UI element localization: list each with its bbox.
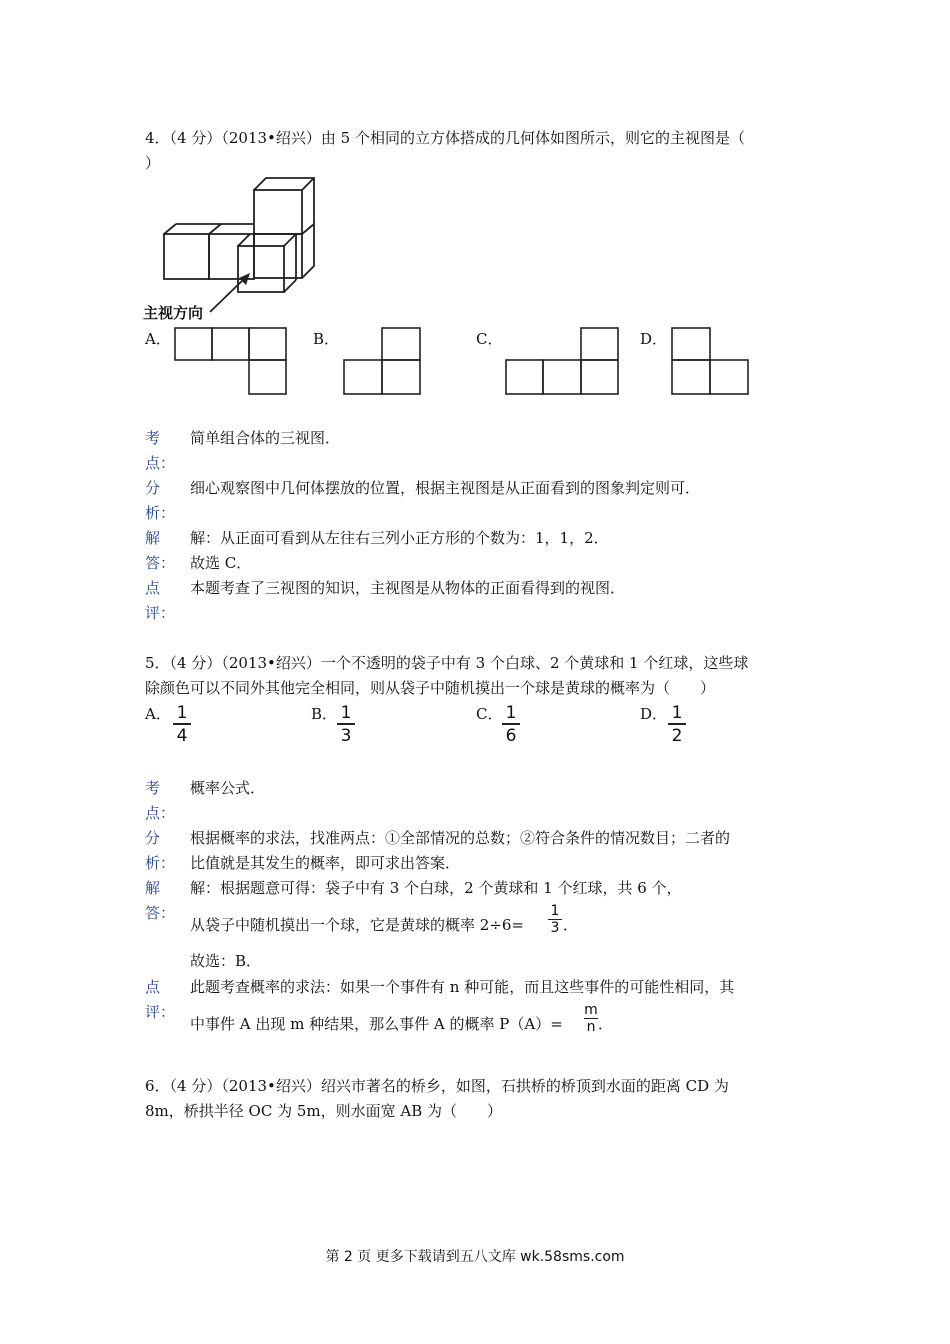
q4-jieda-line2: 故选 C．: [190, 554, 252, 572]
q4-kaodian-label-2: 点：: [145, 454, 176, 472]
fraction-numerator: 1: [671, 703, 683, 723]
q5-stem-line1: 5．（4 分）（2013•绍兴）一个不透明的袋子中有 3 个白球、2 个黄球和 1 个红球，这些球: [145, 654, 749, 672]
q5-kaodian-label-2: 点：: [145, 804, 176, 822]
q4-dianping-label-1: 点: [145, 579, 161, 597]
q5-dianping-line2: 中事件 A 出现 m 种结果，那么事件 A 的概率 P（A）=: [190, 1015, 563, 1033]
q5-jieda-fraction: [548, 904, 562, 935]
q5-jieda-line1: 解：根据题意可得：袋子中有 3 个白球，2 个黄球和 1 个红球，共 6 个，: [190, 879, 682, 897]
q5-option-a-fraction: [173, 704, 191, 745]
q4-jieda-label-1: 解: [145, 529, 161, 547]
q4-option-b-figure: [343, 327, 423, 397]
q5-option-c-fraction: [502, 704, 520, 745]
q5-jieda-line2: [190, 914, 524, 935]
q5-jieda-label-2: 答：: [145, 904, 176, 922]
fraction-numerator: 1: [505, 703, 517, 723]
fraction-denominator: 3: [550, 920, 560, 937]
q5-option-d-fraction: [668, 704, 686, 745]
q5-kaodian-label-1: 考: [145, 779, 161, 797]
q5-dianping-line2-end: ．: [598, 1015, 614, 1033]
q4-option-c-label: C．: [476, 330, 503, 348]
q5-dianping-line1: 此题考查概率的求法：如果一个事件有 n 种可能，而且这些事件的可能性相同，其: [190, 978, 735, 996]
q4-stem-line1: 4．（4 分）（2013•绍兴）由 5 个相同的立方体搭成的几何体如图所示，则它的主视图是（: [145, 129, 745, 147]
q4-fenxi-label-2: 析：: [145, 504, 176, 522]
q4-stem-line2: ）: [145, 154, 161, 172]
q4-dianping-text: 本题考查了三视图的知识，主视图是从物体的正面看得到的视图．: [190, 579, 626, 597]
q4-dianping-label-2: 评：: [145, 604, 176, 622]
fraction-denominator: 2: [671, 725, 683, 746]
fraction-numerator: 1: [340, 703, 352, 723]
q5-fenxi-line1: 根据概率的求法，找准两点：①全部情况的总数；②符合条件的情况数目；二者的: [190, 829, 731, 847]
q4-option-d-label: D．: [640, 330, 668, 348]
fraction-numerator: 1: [176, 703, 188, 723]
fraction-numerator: m: [584, 1002, 598, 1018]
page-footer: 第 2 页 更多下载请到五八文库 wk.58sms.com: [325, 1249, 625, 1265]
q5-jieda-line2-end: ．: [563, 916, 579, 934]
q5-fenxi-label-2: 析：: [145, 854, 176, 872]
q5-kaodian-text: 概率公式．: [190, 779, 266, 797]
q5-jieda-line2-text: 从袋子中随机摸出一个球，它是黄球的概率 2÷6=: [190, 916, 524, 934]
q5-jieda-label-1: 解: [145, 879, 161, 897]
q5-option-b-label: B．: [311, 705, 338, 723]
q4-fenxi-label-1: 分: [145, 479, 161, 497]
q4-jieda-label-2: 答：: [145, 554, 176, 572]
q4-option-d-figure: [671, 327, 751, 397]
q5-dianping-label-1: 点: [145, 978, 161, 996]
q6-stem-line2: 8m，桥拱半径 OC 为 5m，则水面宽 AB 为（ ）: [145, 1102, 503, 1120]
fraction-denominator: n: [586, 1019, 596, 1036]
q5-dianping-fraction: [584, 1003, 598, 1034]
fraction-denominator: 4: [176, 725, 188, 746]
fraction-denominator: 3: [340, 725, 352, 746]
q4-fenxi-text: 细心观察图中几何体摆放的位置，根据主视图是从正面看到的图象判定则可．: [190, 479, 701, 497]
q5-fenxi-line2: 比值就是其发生的概率，即可求出答案．: [190, 854, 461, 872]
q5-option-b-fraction: [337, 704, 355, 745]
fraction-numerator: 1: [550, 903, 560, 919]
q4-option-a-label: A．: [145, 330, 171, 348]
q5-jieda-line3: 故选：B．: [190, 952, 262, 970]
fraction-denominator: 6: [505, 725, 517, 746]
q6-stem-line1: 6．（4 分）（2013•绍兴）绍兴市著名的桥乡，如图，石拱桥的桥顶到水面的距离 CD 为: [145, 1077, 729, 1095]
q4-option-c-figure: [505, 327, 621, 397]
q5-option-d-label: D．: [640, 705, 668, 723]
q4-jieda-line1: 解：从正面可看到从左往右三列小正方形的个数为：1，1，2．: [190, 529, 609, 547]
q4-option-a-figure: [174, 327, 289, 397]
q5-option-c-label: C．: [476, 705, 503, 723]
q5-dianping-label-2: 评：: [145, 1003, 176, 1021]
q4-kaodian-text: 简单组合体的三视图．: [190, 429, 341, 447]
q5-option-a-label: A．: [145, 705, 171, 723]
q4-figure-label: 主视方向: [143, 304, 204, 322]
q4-kaodian-label-1: 考: [145, 429, 161, 447]
q5-stem-line2: 除颜色可以不同外其他完全相同，则从袋子中随机摸出一个球是黄球的概率为（ ）: [145, 679, 716, 697]
q4-option-b-label: B．: [313, 330, 340, 348]
q5-fenxi-label-1: 分: [145, 829, 161, 847]
